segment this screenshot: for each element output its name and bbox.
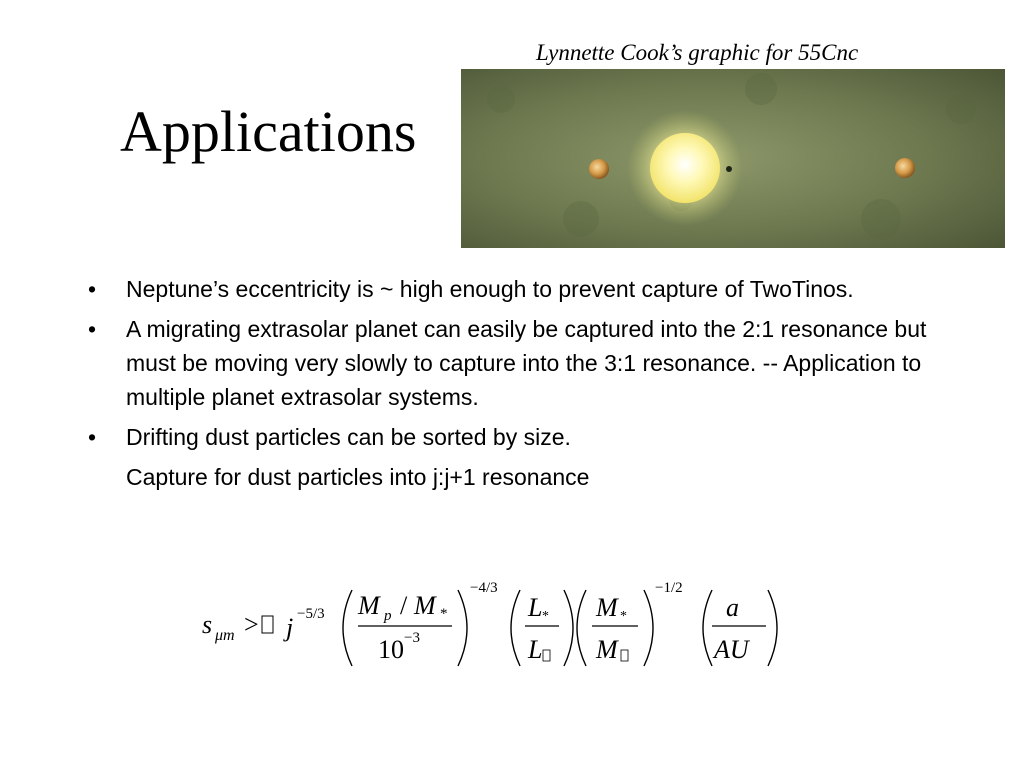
central-star [650,133,720,203]
planet-right [895,158,915,178]
formula-ten-exponent: −3 [404,630,420,646]
formula-L-top: L [528,593,543,622]
planet-left [589,159,609,179]
sun-glyph-box-1 [543,650,550,661]
bullet-item-eccentricity [88,272,948,306]
formula-gt: > [244,610,259,639]
paren-close-1 [458,590,467,666]
bullet-marker: • [88,316,97,342]
bullet-marker: • [88,276,97,302]
paren-open-2 [511,590,520,666]
bullet-text: Neptune’s eccentricity is ~ high enough to prevent capture of TwoTinos. [126,276,854,302]
formula-Mstar: M [414,591,436,620]
bullet-item-dust-particles [88,420,948,454]
formula-a: a [726,593,739,622]
capture-subline [88,460,948,494]
resonance-capture-formula [200,578,790,678]
planetary-system-graphic [461,69,1005,248]
formula-Mp: M [358,591,380,620]
bullet-item-migrating-planet [88,312,948,414]
bullet-marker: • [88,424,97,450]
formula-p-subscript: p [384,608,392,624]
paren-close-4 [768,590,777,666]
bullet-list [88,272,948,500]
formula-L-star: * [542,609,549,624]
paren-open-4 [703,590,712,666]
image-credit-caption: Lynnette Cook’s graphic for 55Cnc [536,40,859,65]
bullet-text: A migrating extrasolar planet can easily be captured into the 2:1 resonance but must be moving very slowly to capture into the 3:1 resonance. -- Application to multiple planet extrasolar systems. [126,316,927,410]
sun-glyph-box-2 [621,650,628,661]
missing-glyph-box [262,616,273,633]
formula-slash: / [400,591,408,620]
formula-exponent-1: −4/3 [470,580,498,596]
paren-open-1 [343,590,352,666]
formula-j-exponent: −5/3 [297,606,325,622]
planet-small [726,166,732,172]
formula-M-bottom: M [596,635,618,664]
formula-s: s [202,610,213,639]
paren-close-2 [564,590,573,666]
formula-ten: 10 [378,635,404,664]
formula-AU: AU [714,635,749,664]
formula-star-subscript: * [440,606,448,622]
formula-exponent-2: −1/2 [655,580,683,596]
formula-j: j [286,613,294,642]
paren-open-3 [577,590,586,666]
subline-text: Capture for dust particles into j:j+1 resonance [126,464,590,490]
paren-close-3 [644,590,653,666]
formula-M-star: * [620,609,627,624]
formula-L-bottom: L [528,635,543,664]
bullet-text: Drifting dust particles can be sorted by size. [126,424,571,450]
formula-M-top: M [596,593,618,622]
slide-title: Applications [120,99,417,164]
formula-s-subscript: μm [215,627,235,644]
